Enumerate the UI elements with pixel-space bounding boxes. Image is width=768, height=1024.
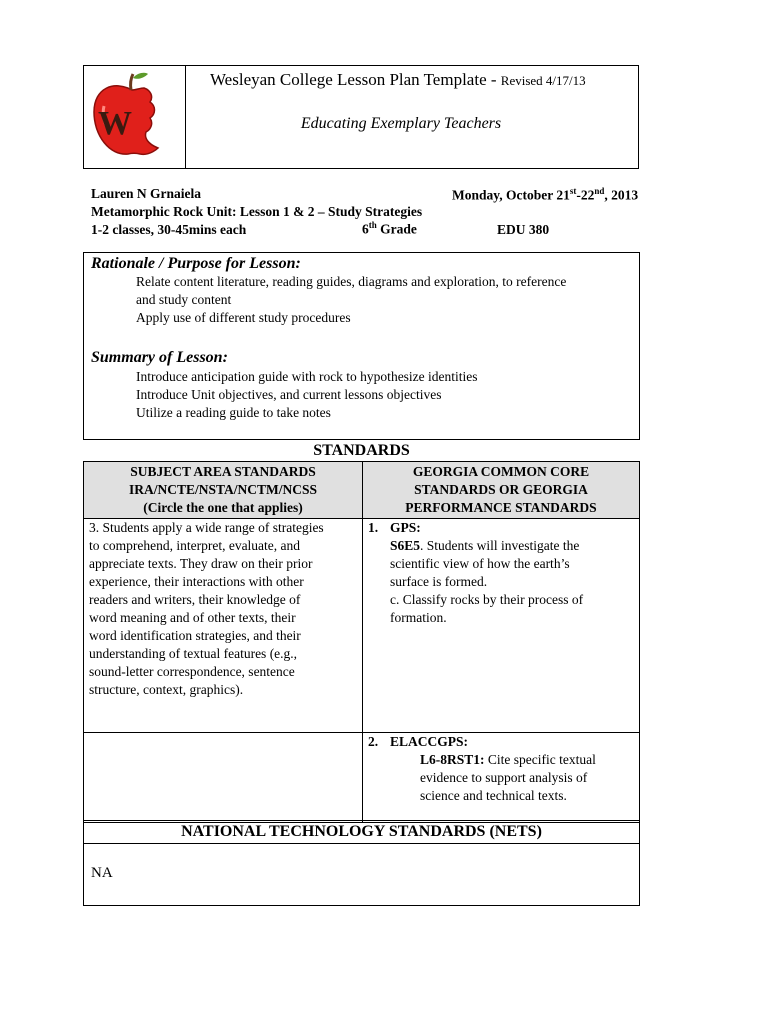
standard-line: structure, context, graphics).	[89, 682, 244, 697]
standard-line: 3. Students apply a wide range of strategies	[89, 520, 324, 535]
revised-date: Revised 4/17/13	[500, 73, 586, 88]
rationale-line: Relate content literature, reading guides, diagrams and exploration, to reference	[136, 274, 567, 289]
gps-line: c. Classify rocks by their process of	[390, 592, 584, 607]
gps-standard-cell	[363, 519, 640, 733]
date-suffix: , 2013	[604, 187, 639, 203]
elaccgps-line: evidence to support analysis of	[420, 770, 588, 785]
header-line: IRA/NCTE/NSTA/NCTM/NCSS	[128, 482, 318, 497]
standard-line: word meaning and of other texts, their	[89, 610, 296, 625]
nets-title: NATIONAL TECHNOLOGY STANDARDS (NETS)	[84, 821, 639, 844]
header-line: (Circle the one that applies)	[143, 500, 303, 515]
document-title	[210, 70, 586, 90]
teacher-name: Lauren N Grnaiela	[91, 186, 202, 201]
class-duration: 1-2 classes, 30-45mins each	[91, 222, 247, 237]
standard-line: readers and writers, their knowledge of	[89, 592, 301, 607]
elaccgps-line: science and technical texts.	[420, 788, 567, 803]
grade-sup: th	[368, 220, 377, 230]
gps-line: . Students will investigate the	[420, 538, 580, 553]
unit-title: Metamorphic Rock Unit: Lesson 1 & 2 – Study Strategies	[91, 204, 423, 219]
date-prefix: Monday, October 21	[452, 187, 570, 203]
georgia-standards-header	[363, 462, 640, 519]
gps-label: GPS:	[390, 520, 421, 535]
elaccgps-code: L6-8RST1:	[420, 752, 485, 767]
summary-line: Introduce Unit objectives, and current lessons objectives	[136, 387, 442, 402]
summary-line: Introduce anticipation guide with rock to hypothesize identities	[136, 369, 478, 384]
lesson-date	[452, 186, 638, 204]
standard-line: to comprehend, interpret, evaluate, and	[89, 538, 301, 553]
item-number: 1.	[368, 520, 379, 535]
rationale-line: and study content	[136, 292, 232, 307]
item-number: 2.	[368, 734, 379, 749]
header-line: STANDARDS OR GEORGIA	[414, 482, 588, 497]
empty-subject-cell	[84, 733, 363, 823]
gps-line: scientific view of how the earth’s	[390, 556, 570, 571]
summary-line: Utilize a reading guide to take notes	[136, 405, 331, 420]
header-box	[83, 65, 639, 169]
elaccgps-standard-cell	[363, 733, 640, 823]
grade-word: Grade	[376, 221, 417, 237]
date-sup1: st	[569, 186, 577, 196]
gps-line: surface is formed.	[390, 574, 488, 589]
standard-line: experience, their interactions with other	[89, 574, 304, 589]
standard-line: sound-letter correspondence, sentence	[89, 664, 295, 679]
title-text: Wesleyan College Lesson Plan Template -	[210, 70, 501, 89]
summary-heading: Summary of Lesson:	[91, 349, 228, 366]
standards-title: STANDARDS	[313, 442, 410, 459]
gps-line: formation.	[390, 610, 447, 625]
grade-num: 6	[362, 221, 369, 237]
grade-level	[362, 220, 417, 238]
rationale-line: Apply use of different study procedures	[136, 310, 351, 325]
header-line: GEORGIA COMMON CORE	[412, 464, 590, 479]
rationale-heading: Rationale / Purpose for Lesson:	[91, 255, 301, 272]
standard-line: understanding of textual features (e.g.,	[89, 646, 298, 661]
header-line: PERFORMANCE STANDARDS	[405, 500, 597, 515]
standard-line: appreciate texts. They draw on their prior	[89, 556, 313, 571]
subject-standard-cell	[84, 519, 363, 733]
gps-code: S6E5	[390, 538, 421, 553]
nets-box	[83, 820, 640, 906]
subject-area-header	[84, 462, 363, 519]
standard-line: word identification strategies, and their	[89, 628, 301, 643]
standards-table	[83, 461, 640, 823]
nets-value: NA	[91, 865, 113, 881]
elaccgps-line: Cite specific textual	[484, 752, 596, 767]
document-subtitle: Educating Exemplary Teachers	[300, 115, 502, 132]
date-sup2: nd	[594, 186, 605, 196]
header-line: SUBJECT AREA STANDARDS	[130, 464, 316, 479]
date-mid: -22	[576, 187, 595, 203]
elaccgps-label: ELACCGPS:	[390, 734, 469, 749]
logo-letter: W	[98, 105, 132, 142]
rationale-summary-box	[83, 252, 640, 440]
course-code: EDU 380	[497, 222, 550, 237]
